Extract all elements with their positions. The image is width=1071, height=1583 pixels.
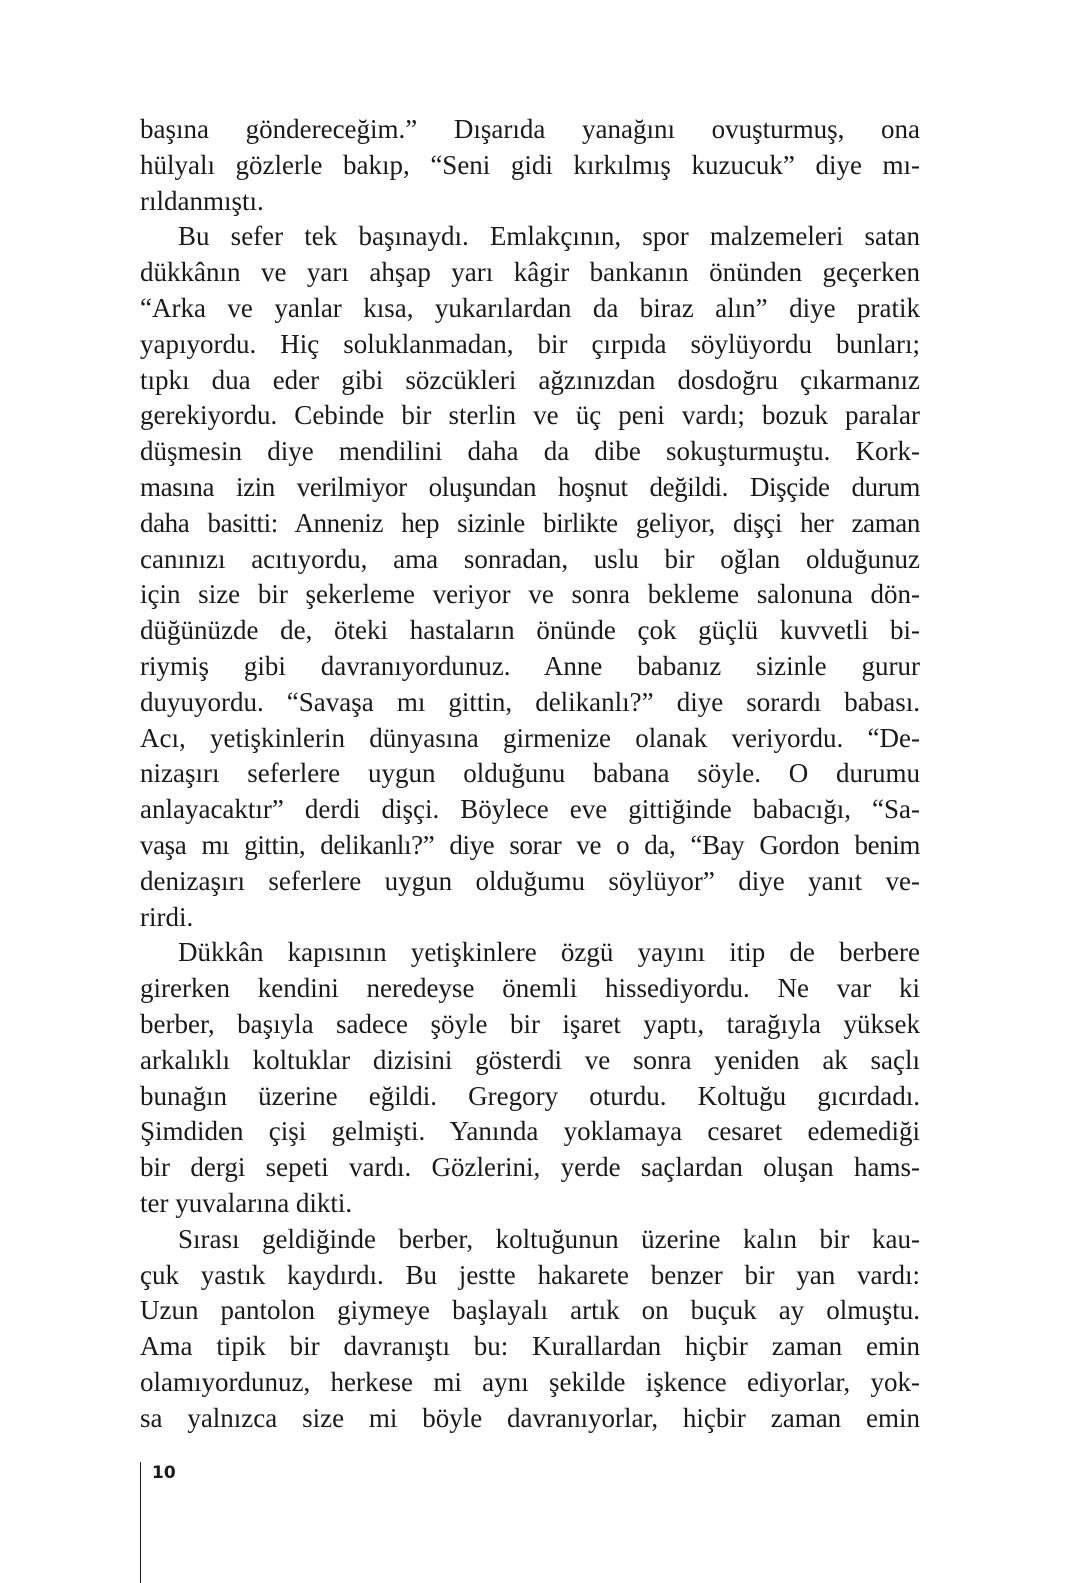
text-line: nizaşırı seferlere uygun olduğunu babana söyle. O durumu bbox=[140, 758, 920, 789]
text-line: ter yuvalarına dikti. bbox=[140, 1187, 353, 1218]
folio-rule bbox=[140, 1462, 141, 1583]
text-line: hülyalı gözlerle bakıp, “Seni gidi kırkılmış kuzucuk” diye mı- bbox=[140, 149, 920, 180]
text-line: duyuyordu. “Savaşa mı gittin, delikanlı?” diye sorardı babası. bbox=[140, 686, 920, 717]
text-line: masına izin verilmiyor oluşundan hoşnut değildi. Dişçide durum bbox=[140, 471, 920, 502]
text-line: Sırası geldiğinde berber, koltuğunun üzerine kalın bir kau- bbox=[178, 1223, 920, 1254]
text-line: çuk yastık kaydırdı. Bu jestte hakarete benzer bir yan vardı: bbox=[140, 1259, 920, 1290]
text-line: başına göndereceğim.” Dışarıda yanağını ovuşturmuş, ona bbox=[140, 114, 920, 144]
text-line: arkalıklı koltuklar dizisini gösterdi ve sonra yeniden ak saçlı bbox=[140, 1044, 920, 1075]
text-line: gerekiyordu. Cebinde bir sterlin ve üç peni vardı; bozuk paralar bbox=[140, 400, 920, 431]
text-line: Bu sefer tek başınaydı. Emlakçının, spor malzemeleri satan bbox=[178, 221, 920, 252]
text-line: “Arka ve yanlar kısa, yukarılardan da biraz alın” diye pratik bbox=[140, 292, 920, 323]
text-line: sa yalnızca size mi böyle davranıyorlar, hiçbir zaman emin bbox=[140, 1402, 920, 1433]
text-line: düşmesin diye mendilini daha da dibe sokuşturmuştu. Kork- bbox=[140, 436, 920, 467]
text-line: tıpkı dua eder gibi sözcükleri ağzınızdan dosdoğru çıkarmanız bbox=[140, 364, 920, 395]
page-number: 10 bbox=[152, 1463, 176, 1483]
text-line: riymiş gibi davranıyordunuz. Anne babanız sizinle gurur bbox=[140, 650, 920, 681]
text-line: Uzun pantolon giymeye başlayalı artık on buçuk ay olmuştu. bbox=[140, 1295, 920, 1326]
text-line: bunağın üzerine eğildi. Gregory oturdu. Koltuğu gıcırdadı. bbox=[140, 1080, 920, 1111]
text-line: daha basitti: Anneniz hep sizinle birlikte geliyor, dişçi her zaman bbox=[140, 507, 920, 538]
text-line: vaşa mı gittin, delikanlı?” diye sorar ve o da, “Bay Gordon benim bbox=[140, 829, 920, 860]
text-line: Ama tipik bir davranıştı bu: Kurallardan hiçbir zaman emin bbox=[140, 1331, 920, 1362]
text-line: berber, başıyla sadece şöyle bir işaret yaptı, tarağıyla yüksek bbox=[140, 1008, 920, 1039]
text-line: girerken kendini neredeyse önemli hissediyordu. Ne var ki bbox=[140, 973, 920, 1004]
text-line: rıldanmıştı. bbox=[140, 185, 264, 216]
text-line: bir dergi sepeti vardı. Gözlerini, yerde saçlardan oluşan hams- bbox=[140, 1152, 920, 1183]
text-line: dükkânın ve yarı ahşap yarı kâgir bankanın önünden geçerken bbox=[140, 257, 920, 288]
body-text bbox=[140, 112, 920, 1436]
text-line: canınızı acıtıyordu, ama sonradan, uslu bir oğlan olduğunuz bbox=[140, 543, 920, 574]
text-line: rirdi. bbox=[140, 901, 194, 932]
text-line: Şimdiden çişi gelmişti. Yanında yoklamaya cesaret edemediği bbox=[140, 1116, 920, 1147]
text-line: anlayacaktır” derdi dişçi. Böylece eve gittiğinde babacığı, “Sa- bbox=[140, 794, 920, 825]
text-line: için size bir şekerleme veriyor ve sonra bekleme salonuna dön- bbox=[140, 579, 920, 610]
text-line: yapıyordu. Hiç soluklanmadan, bir çırpıda söylüyordu bunları; bbox=[140, 328, 920, 359]
text-line: Acı, yetişkinlerin dünyasına girmenize olanak veriyordu. “De- bbox=[140, 722, 920, 753]
text-line: Dükkân kapısının yetişkinlere özgü yayını itip de berbere bbox=[178, 937, 920, 968]
text-line: olamıyordunuz, herkese mi aynı şekilde işkence ediyorlar, yok- bbox=[140, 1366, 920, 1397]
text-line: denizaşırı seferlere uygun olduğumu söylüyor” diye yanıt ve- bbox=[140, 865, 920, 896]
text-line: düğünüzde de, öteki hastaların önünde çok güçlü kuvvetli bi- bbox=[140, 615, 920, 646]
